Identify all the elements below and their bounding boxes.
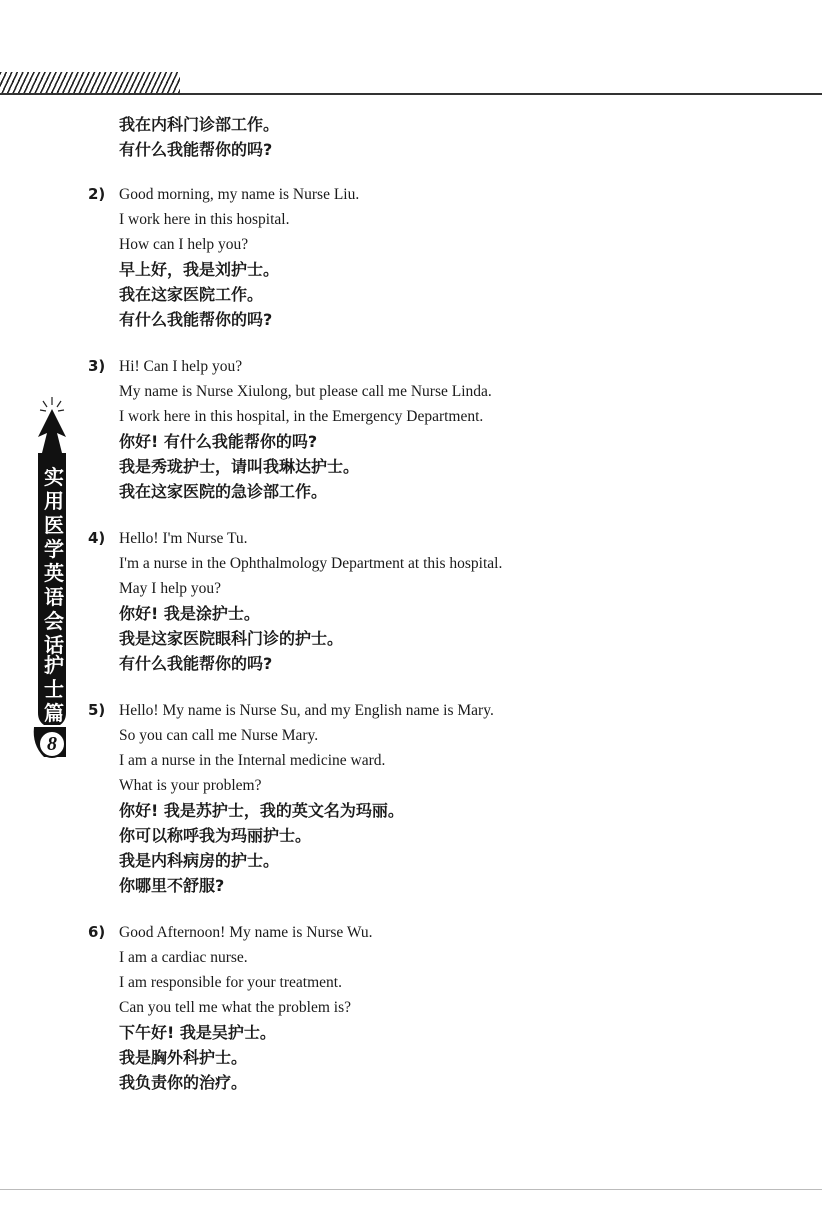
side-tab <box>30 395 74 775</box>
dialogue-item-6 <box>88 920 788 1095</box>
book-subtitle-vertical: 护士篇 <box>44 653 64 725</box>
header-hatch-decoration <box>0 72 180 94</box>
text-line: Good Afternoon! My name is Nurse Wu. <box>119 924 373 941</box>
text-line: I work here in this hospital. <box>119 211 290 228</box>
text-line: 我是秀珑护士，请叫我琳达护士。 <box>119 457 360 476</box>
text-line: How can I help you? <box>119 236 249 253</box>
text-line: Hi! Can I help you? <box>119 358 243 375</box>
text-line: 我是胸外科护士。 <box>119 1048 248 1067</box>
text-line: 你可以称呼我为玛丽护士。 <box>119 826 312 845</box>
header-rule-left <box>0 93 180 95</box>
item-number: 5) <box>88 701 106 719</box>
text-line: 我在这家医院的急诊部工作。 <box>119 482 328 501</box>
item-number: 4) <box>88 529 106 547</box>
book-title-vertical: 实用医学英语会话 <box>44 465 64 657</box>
item-number: 2) <box>88 185 106 203</box>
text-line: I am a nurse in the Internal medicine ward. <box>119 752 386 769</box>
text-line: 你好! 有什么我能帮你的吗? <box>119 432 318 451</box>
dialogue-item-2 <box>88 182 788 332</box>
text-line: 我负责你的治疗。 <box>119 1073 248 1092</box>
text-line: May I help you? <box>119 580 222 597</box>
text-line: 我是这家医院眼科门诊的护士。 <box>119 629 344 648</box>
text-line: 有什么我能帮你的吗? <box>119 310 273 329</box>
text-line: Good morning, my name is Nurse Liu. <box>119 186 360 203</box>
text-line: 你好! 我是涂护士。 <box>119 604 260 623</box>
text-line: So you can call me Nurse Mary. <box>119 727 319 744</box>
text-line: I'm a nurse in the Ophthalmology Department at this hospital. <box>119 555 503 572</box>
header-rule <box>175 93 822 95</box>
text-line: I am responsible for your treatment. <box>119 974 342 991</box>
text-line: 我是内科病房的护士。 <box>119 851 280 870</box>
text-line: 有什么我能帮你的吗? <box>119 654 273 673</box>
text-line: Hello! My name is Nurse Su, and my English name is Mary. <box>119 702 494 719</box>
dialogue-item-5 <box>88 698 788 898</box>
text-line: I work here in this hospital, in the Emergency Department. <box>119 408 484 425</box>
text-line: 你好! 我是苏护士，我的英文名为玛丽。 <box>119 801 404 820</box>
footer-rule <box>0 1189 822 1190</box>
text-line: 我在内科门诊部工作。 <box>119 115 280 134</box>
text-line: My name is Nurse Xiulong, but please call me Nurse Linda. <box>119 383 492 400</box>
text-line: I am a cardiac nurse. <box>119 949 248 966</box>
continued-item <box>88 112 788 162</box>
starburst-icon <box>40 397 64 411</box>
text-line: 早上好，我是刘护士。 <box>119 260 280 279</box>
page-content <box>88 112 788 1117</box>
text-line: 下午好! 我是吴护士。 <box>119 1023 276 1042</box>
item-number: 3) <box>88 357 106 375</box>
text-line: Hello! I'm Nurse Tu. <box>119 530 248 547</box>
dialogue-item-3 <box>88 354 788 504</box>
arrow-icon <box>38 409 66 453</box>
item-number: 6) <box>88 923 106 941</box>
text-line: 你哪里不舒服? <box>119 876 225 895</box>
text-line: 我在这家医院工作。 <box>119 285 264 304</box>
page-number: 8 <box>47 733 57 755</box>
text-line: What is your problem? <box>119 777 262 794</box>
text-line: 有什么我能帮你的吗? <box>119 140 273 159</box>
text-line: Can you tell me what the problem is? <box>119 999 352 1016</box>
dialogue-item-4 <box>88 526 788 676</box>
